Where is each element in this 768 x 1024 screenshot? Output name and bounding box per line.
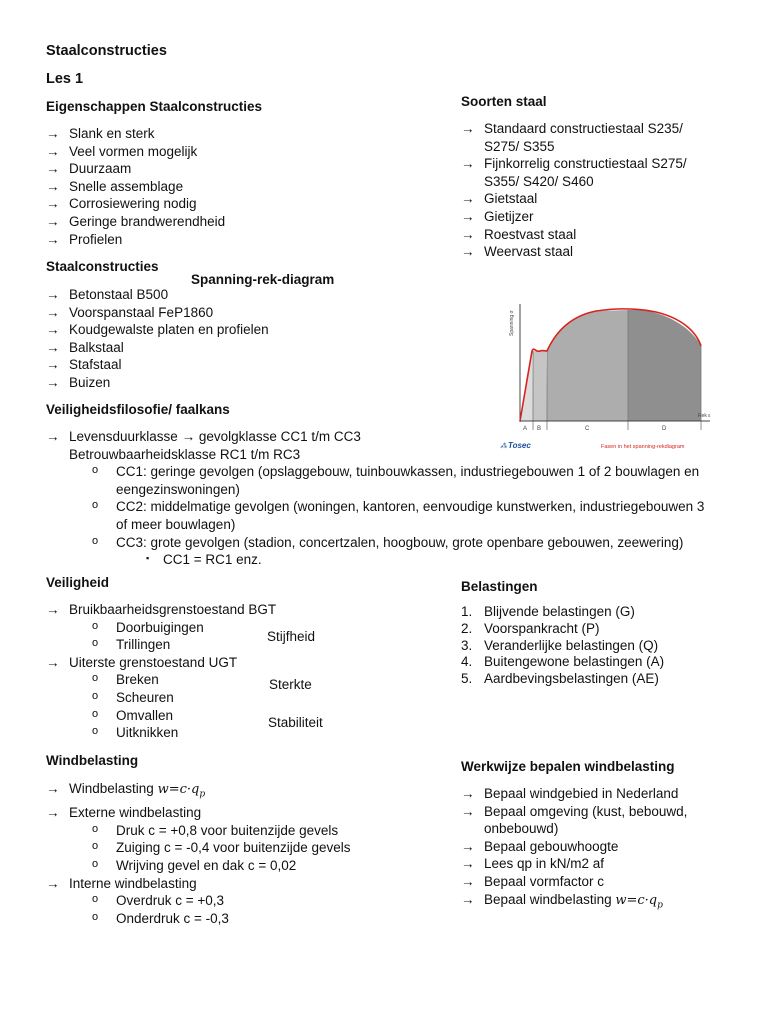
list-item: → Stafstaal: [46, 357, 122, 373]
windbelasting-heading: Windbelasting: [46, 753, 139, 768]
arrow-icon: →: [461, 786, 475, 801]
werkwijze-list: [461, 785, 716, 915]
diagram-caption: Fasen in het spanning-rekdiagram: [601, 444, 685, 450]
sub-item: o Trillingen: [92, 636, 426, 654]
arrow-icon: →: [46, 374, 60, 390]
arrow-icon: →: [46, 196, 60, 212]
list-item: → Bepaal windbelasting $w=c\cdot q_p$: [461, 891, 663, 911]
cc-item: o CC2: middelmatige gevolgen (woningen, kantoren, eenvoudige kunstwerken, industriegebouwen 3 of meer bouwlagen): [92, 498, 712, 533]
list-item: → Weervast staal: [461, 244, 574, 260]
list-item: → Koudgewalste platen en profielen: [46, 322, 269, 338]
list-item: → Bepaal vormfactor c: [461, 873, 605, 889]
list-item: → Externe windbelasting: [46, 805, 202, 821]
arrow-icon: →: [46, 339, 60, 355]
list-item: → Corrosiewering nodig: [46, 196, 197, 212]
zone-b-fill: [533, 351, 547, 421]
windbelasting-block: [46, 780, 446, 927]
list-item: → Slank en sterk: [46, 126, 155, 141]
zone-label-a: A: [523, 426, 528, 432]
sub-item: o Zuiging c = -0,4 voor buitenzijde gevels: [92, 839, 446, 857]
arrow-icon: →: [46, 231, 60, 247]
list-item: → Levensduurklasse → gevolgklasse CC1 t/m CC3: [46, 429, 361, 444]
arrow-icon: →: [46, 429, 60, 444]
list-item: → Bepaal omgeving (kust, bebouwd, onbebouwd): [461, 803, 688, 837]
arrow-icon: →: [46, 178, 60, 194]
belastingen-heading: Belastingen: [461, 579, 538, 594]
sub-item: o Druk c = +0,8 voor buitenzijde gevels: [92, 822, 446, 840]
arrow-icon: →: [461, 873, 475, 889]
zone-label-d: D: [662, 426, 667, 432]
soorten-list: [461, 120, 706, 261]
lesson-label: Les 1: [46, 71, 84, 87]
arrow-icon: →: [461, 856, 475, 872]
arrow-icon: →: [461, 891, 475, 907]
arrow-icon: →: [461, 838, 475, 854]
eigenschappen-heading: Eigenschappen Staalconstructies: [46, 99, 263, 114]
staalconstructies-list: [46, 286, 426, 392]
arrow-icon: →: [46, 875, 60, 891]
list-item: → Gietijzer: [461, 208, 534, 224]
arrow-icon: →: [461, 803, 475, 819]
logo-mark-icon: ⁂: [500, 443, 507, 450]
veiligheid-block: [46, 601, 426, 742]
arrow-icon: →: [46, 143, 60, 159]
arrow-icon: →: [461, 191, 475, 207]
diagram-heading: Spanning-rek-diagram: [191, 272, 335, 287]
arrow-icon: →: [461, 208, 475, 224]
list-item: → Duurzaam: [46, 161, 132, 177]
list-item: → Snelle assemblage: [46, 178, 184, 194]
list-item: → Balkstaal: [46, 339, 124, 355]
arrow-icon: →: [46, 126, 60, 141]
arrow-icon: →: [46, 287, 60, 302]
list-item: → Betonstaal B500: [46, 287, 169, 302]
list-item: → Buizen: [46, 374, 111, 390]
y-axis-label: Spanning σ: [509, 310, 515, 336]
list-item: → Fijnkorrelig constructiestaal S275/ S355/ S420/ S460: [461, 156, 687, 189]
staalconstructies-heading: Staalconstructies: [46, 259, 159, 274]
veiligheidsfilosofie-block: [46, 428, 736, 569]
list-item: → Interne windbelasting: [46, 875, 197, 891]
list-item: → Voorspanstaal FeP1860: [46, 304, 214, 320]
arrow-icon: →: [46, 304, 60, 320]
list-item: → Roestvast staal: [461, 226, 577, 242]
cc-item: o CC1: geringe gevolgen (opslaggebouw, tuinbouwkassen, industriegebouwen 1 of 2 bouwlagen en eengezinswoningen): [92, 463, 712, 498]
eigenschappen-list: [46, 125, 426, 248]
soorten-heading: Soorten staal: [461, 94, 547, 109]
list-item: → Lees qp in kN/m2 af: [461, 856, 605, 872]
list-item: 4. Buitengewone belastingen (A): [461, 654, 665, 670]
list-item: 2. Voorspankracht (P): [461, 620, 600, 636]
list-item: → Standaard constructiestaal S235/ S275/ S355: [461, 121, 683, 154]
list-item: → Bruikbaarheidsgrenstoestand BGT: [46, 602, 277, 617]
list-item: 1. Blijvende belastingen (G): [461, 604, 635, 619]
list-item: 5. Aardbevingsbelastingen (AE): [461, 671, 659, 687]
arrow-icon: →: [46, 161, 60, 177]
sub-item: o Breken: [92, 671, 426, 689]
list-item: → Veel vormen mogelijk: [46, 143, 198, 159]
list-item: → Bepaal windgebied in Nederland: [461, 786, 679, 801]
arrow-icon: →: [46, 602, 60, 617]
label-sterkte: Sterkte: [269, 677, 312, 692]
veiligheidsfilosofie-heading: Veiligheidsfilosofie/ faalkans: [46, 402, 230, 417]
wind-formula: $w=c\cdot q_p$: [157, 782, 206, 800]
document-title: Staalconstructies: [46, 43, 167, 59]
arrow-icon: →: [461, 226, 475, 242]
list-item: → Bepaal gebouwhoogte: [461, 838, 619, 854]
tosec-logo: Tosec: [508, 441, 531, 450]
arrow-icon: →: [461, 156, 475, 172]
sub-item: o Overdruk c = +0,3: [92, 892, 446, 910]
list-item: Betrouwbaarheidsklasse RC1 t/m RC3: [69, 446, 301, 462]
label-stabiliteit: Stabiliteit: [268, 715, 323, 730]
note-item: ▪ CC1 = RC1 enz.: [146, 551, 736, 569]
list-item: → Uiterste grenstoestand UGT: [46, 654, 238, 670]
cc-item: o CC3: grote gevolgen (stadion, concertzalen, hoogbouw, grote openbare gebouwen, zeewering): [92, 534, 712, 552]
label-stijfheid: Stijfheid: [267, 629, 316, 644]
arrow-icon: →: [46, 357, 60, 373]
wind-formula-2: $w=c\cdot q_p$: [615, 892, 663, 911]
sub-item: o Omvallen: [92, 707, 426, 725]
sub-item: o Doorbuigingen: [92, 619, 426, 637]
arrow-icon: →: [46, 781, 60, 796]
sub-item: o Scheuren: [92, 689, 426, 707]
list-item: → Gietstaal: [461, 191, 538, 207]
list-item: → Windbelasting $w=c\cdot q_p$: [46, 781, 206, 800]
werkwijze-heading: Werkwijze bepalen windbelasting: [461, 759, 675, 774]
list-item: 3. Veranderlijke belastingen (Q): [461, 637, 659, 653]
zone-label-b: B: [537, 426, 542, 432]
list-item: → Geringe brandwerendheid: [46, 213, 226, 229]
arrow-icon: →: [46, 213, 60, 229]
arrow-icon: →: [46, 322, 60, 338]
arrow-icon: →: [46, 805, 60, 821]
arrow-icon: →: [461, 121, 475, 136]
arrow-icon: →: [461, 244, 475, 260]
arrow-icon: →: [46, 654, 60, 670]
sub-item: o Wrijving gevel en dak c = 0,02: [92, 857, 446, 875]
list-item: → Profielen: [46, 231, 123, 247]
veiligheid-heading: Veiligheid: [46, 575, 110, 590]
x-axis-label: Rek ε: [698, 413, 711, 419]
sub-item: o Uitknikken: [92, 724, 426, 742]
sub-item: o Onderdruk c = -0,3: [92, 910, 446, 928]
zone-label-c: C: [585, 426, 590, 432]
belastingen-list: [461, 604, 721, 688]
